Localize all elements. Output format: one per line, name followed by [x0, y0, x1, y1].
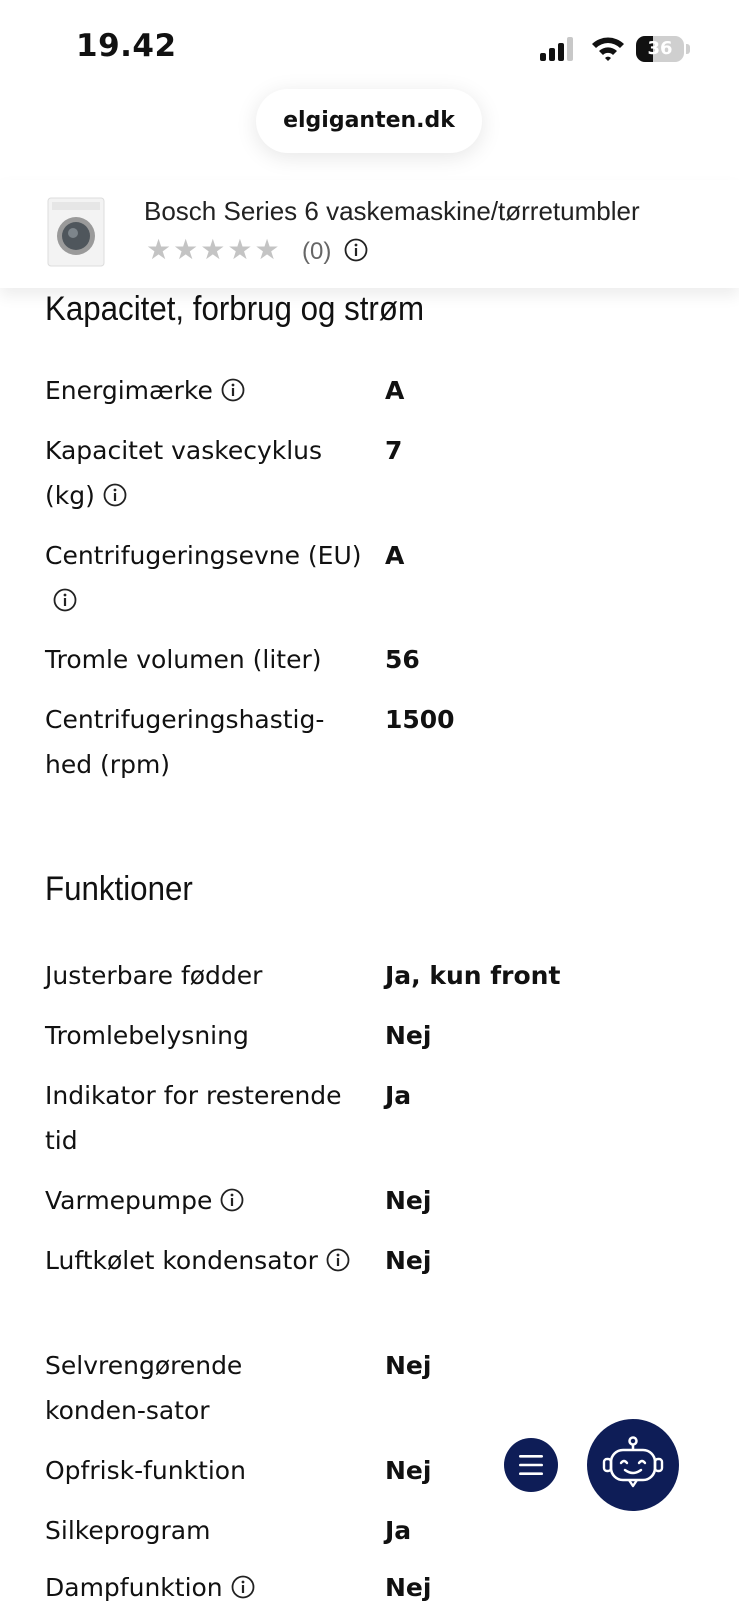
- info-icon[interactable]: [326, 1248, 350, 1272]
- spec-label: Justerbare fødder: [45, 961, 263, 990]
- spec-value: Nej: [385, 1021, 432, 1050]
- spec-label: Luftkølet kondensator: [45, 1246, 318, 1275]
- spec-value: 1500: [385, 705, 455, 734]
- star-icon: ★: [173, 233, 199, 266]
- section-title-capacity: Kapacitet, forbrug og strøm: [45, 290, 424, 328]
- rating-stars[interactable]: [146, 235, 282, 265]
- spec-value: Ja: [385, 1081, 412, 1110]
- menu-button[interactable]: [504, 1438, 558, 1492]
- cellular-signal-icon: [540, 37, 580, 61]
- spec-label: Centrifugeringsevne (EU): [45, 541, 362, 570]
- info-icon[interactable]: [103, 483, 127, 507]
- info-icon[interactable]: [53, 588, 77, 612]
- star-icon: ★: [146, 233, 172, 266]
- spec-value: Nej: [385, 1456, 432, 1485]
- spec-label: Varmepumpe: [45, 1186, 213, 1215]
- spec-value: Nej: [385, 1186, 432, 1215]
- star-icon: ★: [254, 233, 280, 266]
- rating-count: (0): [302, 238, 332, 265]
- spec-label: Tromlebelysning: [45, 1021, 249, 1050]
- section-title-functions: Funktioner: [45, 870, 193, 908]
- info-icon[interactable]: [221, 378, 245, 402]
- spec-value: Ja: [385, 1516, 412, 1545]
- spec-value: Nej: [385, 1246, 432, 1275]
- spec-value: Nej: [385, 1351, 432, 1380]
- star-icon: ★: [200, 233, 226, 266]
- spec-label: Tromle volumen (liter): [45, 645, 322, 674]
- spec-label: Opfrisk-funktion: [45, 1456, 246, 1485]
- spec-label: Energimærke: [45, 376, 213, 405]
- spec-label: Indikator for resterende tid: [45, 1081, 342, 1155]
- info-icon[interactable]: [231, 1575, 255, 1599]
- spec-value: Ja, kun front: [385, 961, 561, 990]
- product-thumbnail[interactable]: [44, 196, 108, 268]
- wifi-icon: [590, 34, 626, 62]
- battery-level: 36: [647, 38, 673, 59]
- spec-value: 7: [385, 436, 403, 465]
- chatbot-button[interactable]: [587, 1419, 679, 1511]
- status-bar: [0, 0, 739, 90]
- chatbot-icon: [587, 1419, 679, 1511]
- battery-icon: [636, 36, 690, 62]
- spec-label: Silkeprogram: [45, 1516, 211, 1545]
- spec-value: Nej: [385, 1573, 432, 1602]
- spec-value: A: [385, 376, 405, 405]
- product-header: [0, 180, 739, 288]
- spec-value: A: [385, 541, 405, 570]
- spec-label: Selvrengørende konden-sator: [45, 1351, 243, 1425]
- info-icon[interactable]: [220, 1188, 244, 1212]
- menu-icon: [504, 1438, 558, 1492]
- status-time: 19.42: [76, 28, 177, 64]
- product-title: Bosch Series 6 vaskemaskine/tørretumbler: [144, 196, 640, 226]
- spec-label: Dampfunktion: [45, 1573, 223, 1602]
- info-icon[interactable]: [344, 238, 368, 262]
- spec-label: Centrifugeringshastig-hed (rpm): [45, 705, 325, 779]
- star-icon: ★: [227, 233, 253, 266]
- spec-label: Kapacitet vaskecyklus (kg): [45, 436, 323, 510]
- address-bar[interactable]: elgiganten.dk: [256, 89, 482, 153]
- spec-value: 56: [385, 645, 420, 674]
